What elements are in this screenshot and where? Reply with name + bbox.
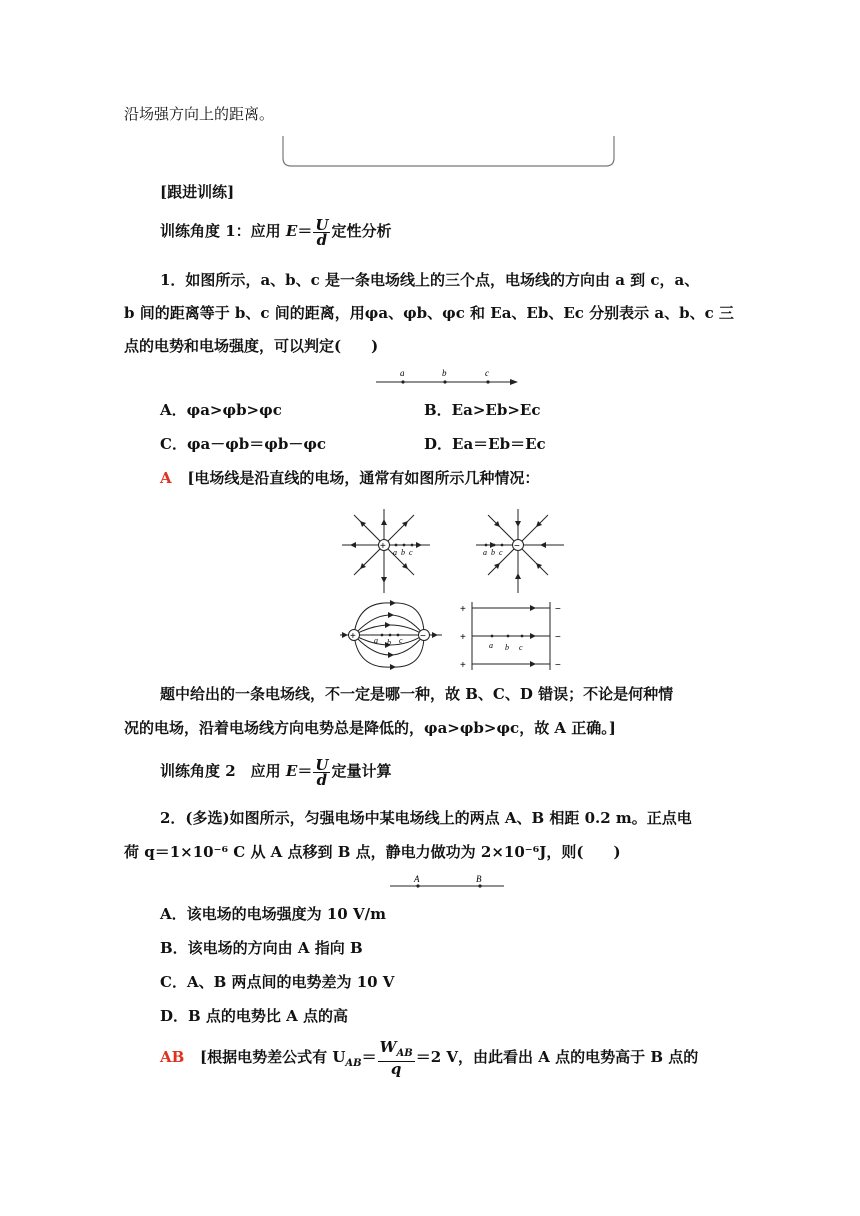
angle1-heading bbox=[160, 216, 391, 247]
q2-option-c: C．A、B 两点间的电势差为 10 V bbox=[160, 973, 395, 991]
fig4-label-a: a bbox=[489, 641, 493, 650]
q2-frac-num-sub: AB bbox=[396, 1048, 413, 1059]
q2-line1: 2．(多选)如图所示，匀强电场中某电场线上的两点 A、B 相距 0.2 m。正点电 bbox=[160, 809, 692, 827]
q1-field-line-figure bbox=[372, 366, 522, 388]
q1-answer: A bbox=[160, 469, 172, 487]
negative-charge-field-figure bbox=[472, 505, 568, 597]
plate-minus-2: − bbox=[555, 632, 561, 643]
angle2-heading bbox=[160, 756, 391, 787]
q2-option-b: B．该电场的方向由 A 指向 B bbox=[160, 939, 363, 957]
q2-expl-suffix: ＝2 V，由此看出 A 点的电势高于 B 点的 bbox=[415, 1048, 699, 1066]
plate-plus-1: + bbox=[460, 604, 466, 615]
q1-fig-label-c: c bbox=[485, 368, 489, 378]
fig3-label-c: c bbox=[399, 636, 403, 645]
q2-frac-num bbox=[378, 1040, 415, 1062]
plate-minus-3: − bbox=[555, 660, 561, 671]
dipole-minus-sign: − bbox=[420, 631, 426, 642]
q2-fraction bbox=[378, 1040, 415, 1076]
q1-fig-label-a: a bbox=[400, 368, 405, 378]
fig1-label-b: b bbox=[401, 548, 405, 557]
fig1-label-c: c bbox=[409, 548, 413, 557]
angle2-eq-lhs: E bbox=[285, 762, 298, 780]
fig3-label-a: a bbox=[374, 636, 378, 645]
plate-minus-1: − bbox=[555, 604, 561, 615]
fig3-label-b: b bbox=[387, 638, 391, 647]
dipole-plus-sign: + bbox=[350, 631, 356, 642]
plate-plus-3: + bbox=[460, 660, 466, 671]
q1-line2: b 间的距离等于 b、c 间的距离，用φa、φb、φc 和 Ea、Eb、Ec 分别表示 a、b、c 三 bbox=[124, 304, 734, 322]
dipole-field-figure bbox=[338, 597, 444, 673]
q1-line1: 1．如图所示，a、b、c 是一条电场线上的三个点，电场线的方向由 a 到 c，a、 bbox=[160, 271, 700, 289]
angle2-frac-num: U bbox=[315, 755, 329, 774]
angle2-fraction bbox=[313, 755, 330, 789]
angle1-eq-lhs: E bbox=[285, 222, 298, 240]
angle2-prefix: 训练角度 2 应用 bbox=[160, 762, 286, 780]
angle1-suffix: 定性分析 bbox=[331, 222, 392, 240]
q1-explanation-1: [电场线是沿直线的电场，通常有如图所示几种情况： bbox=[187, 469, 540, 487]
fig2-label-c: c bbox=[499, 548, 503, 557]
q1-explanation-2: 题中给出的一条电场线，不一定是哪一种，故 B、C、D 错误；不论是何种情 bbox=[160, 685, 674, 703]
angle1-frac-den: d bbox=[316, 230, 328, 249]
q1-option-b: B．Ea>Eb>Ec bbox=[424, 401, 541, 419]
q1-answer-row bbox=[160, 468, 539, 488]
q2-fig-label-A: A bbox=[414, 874, 420, 884]
angle1-frac-num: U bbox=[315, 215, 329, 234]
angle2-eq: ＝ bbox=[297, 762, 313, 780]
parallel-plate-field-figure bbox=[456, 600, 568, 672]
q2-frac-den: q bbox=[390, 1060, 402, 1078]
q2-expl-eq: ＝ bbox=[361, 1048, 377, 1066]
neg-charge-sign: − bbox=[514, 541, 520, 552]
q2-fig-label-B: B bbox=[476, 874, 482, 884]
angle1-eq: ＝ bbox=[297, 222, 313, 240]
angle2-frac-den: d bbox=[316, 770, 328, 789]
q1-option-d: D．Ea＝Eb＝Ec bbox=[424, 435, 546, 453]
q1-fig-label-b: b bbox=[442, 368, 447, 378]
fig2-label-b: b bbox=[491, 548, 495, 557]
positive-charge-field-figure bbox=[338, 505, 434, 597]
q1-explanation-3: 况的电场，沿着电场线方向电势总是降低的，φa>φb>φc，故 A 正确。] bbox=[124, 719, 616, 737]
q1-line3: 点的电势和电场强度，可以判定( ) bbox=[124, 337, 379, 355]
pos-charge-sign: + bbox=[380, 541, 386, 552]
fig4-label-b: b bbox=[505, 643, 509, 652]
intro-tail-text: 沿场强方向上的距离。 bbox=[124, 105, 275, 123]
plate-plus-2: + bbox=[460, 632, 466, 643]
q2-expl-sub: AB bbox=[345, 1058, 362, 1069]
q2-option-a: A．该电场的电场强度为 10 V/m bbox=[160, 905, 386, 923]
fig2-label-a: a bbox=[483, 548, 487, 557]
fig4-label-c: c bbox=[519, 643, 523, 652]
follow-training-title: [跟进训练] bbox=[160, 183, 235, 201]
angle1-prefix: 训练角度 1：应用 bbox=[160, 222, 286, 240]
q2-frac-num-w: W bbox=[379, 1038, 397, 1056]
q1-option-c: C．φa－φb＝φb－φc bbox=[160, 435, 327, 453]
q2-answer-row bbox=[160, 1040, 698, 1081]
q2-expl-prefix: [根据电势差公式有 U bbox=[200, 1048, 346, 1066]
q2-answer: AB bbox=[160, 1048, 185, 1066]
note-box-bottom bbox=[282, 136, 616, 168]
q2-field-line-figure bbox=[388, 872, 506, 892]
angle2-suffix: 定量计算 bbox=[331, 762, 392, 780]
q2-line2: 荷 q＝1×10⁻⁶ C 从 A 点移到 B 点，静电力做功为 2×10⁻⁶J，则( ) bbox=[124, 843, 621, 861]
q2-option-d: D．B 点的电势比 A 点的高 bbox=[160, 1007, 348, 1025]
q1-option-a: A．φa>φb>φc bbox=[160, 401, 282, 419]
fig1-label-a: a bbox=[393, 548, 397, 557]
angle1-fraction bbox=[313, 215, 330, 249]
